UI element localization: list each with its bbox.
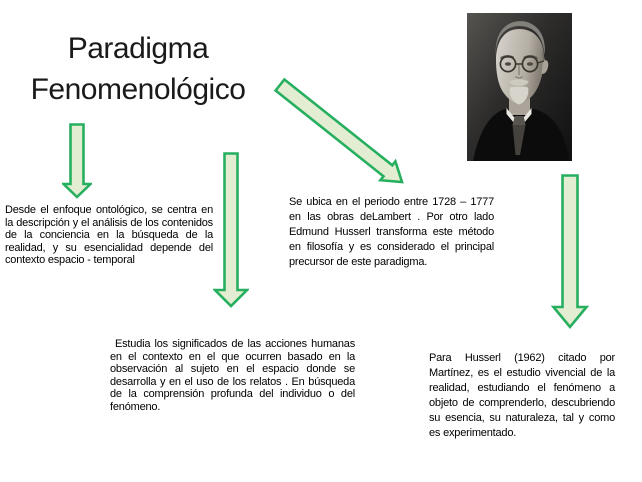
arrow-title-to-ontologico [62,123,92,199]
page-title [4,28,272,110]
page-title-line2: Fenomenológico [30,73,246,106]
arrow-to-estudia [213,152,249,308]
arrow-photo-to-husserl [550,174,590,330]
page-title-line1: Paradigma [67,32,209,65]
arrow-title-to-periodo [270,75,410,190]
text-block-ontologico: Desde el enfoque ontológico, se centra en la descripción y el análisis de los contenidos de la conciencia en la búsqueda de la realidad, y su esencialidad depende del contexto espacio - temporal [5,204,213,267]
husserl-portrait-illustration [467,13,572,161]
text-block-periodo: Se ubica en el periodo entre 1728 – 1777 en las obras deLambert . Por otro lado Edmund Husserl transforma este método en filosofía y es considerado el principal precursor de este paradigma. [289,196,494,268]
text-block-husserl: Para Husserl (1962) citado por Martínez, es el estudio vivencial de la realidad, estudiando el fenómeno a objeto de comprenderlo, descubriendo su esencia, su naturaleza, tal y como es experimentado. [429,352,615,439]
husserl-photo [467,13,572,161]
text-block-estudia: Estudia los significados de las acciones humanas en el contexto en el que ocurren basado en la observación al sujeto en el espacio donde se desarrolla y en el uso de los relatos . En búsqueda de la comprensión profunda del individuo o del fenómeno. [110,338,355,413]
